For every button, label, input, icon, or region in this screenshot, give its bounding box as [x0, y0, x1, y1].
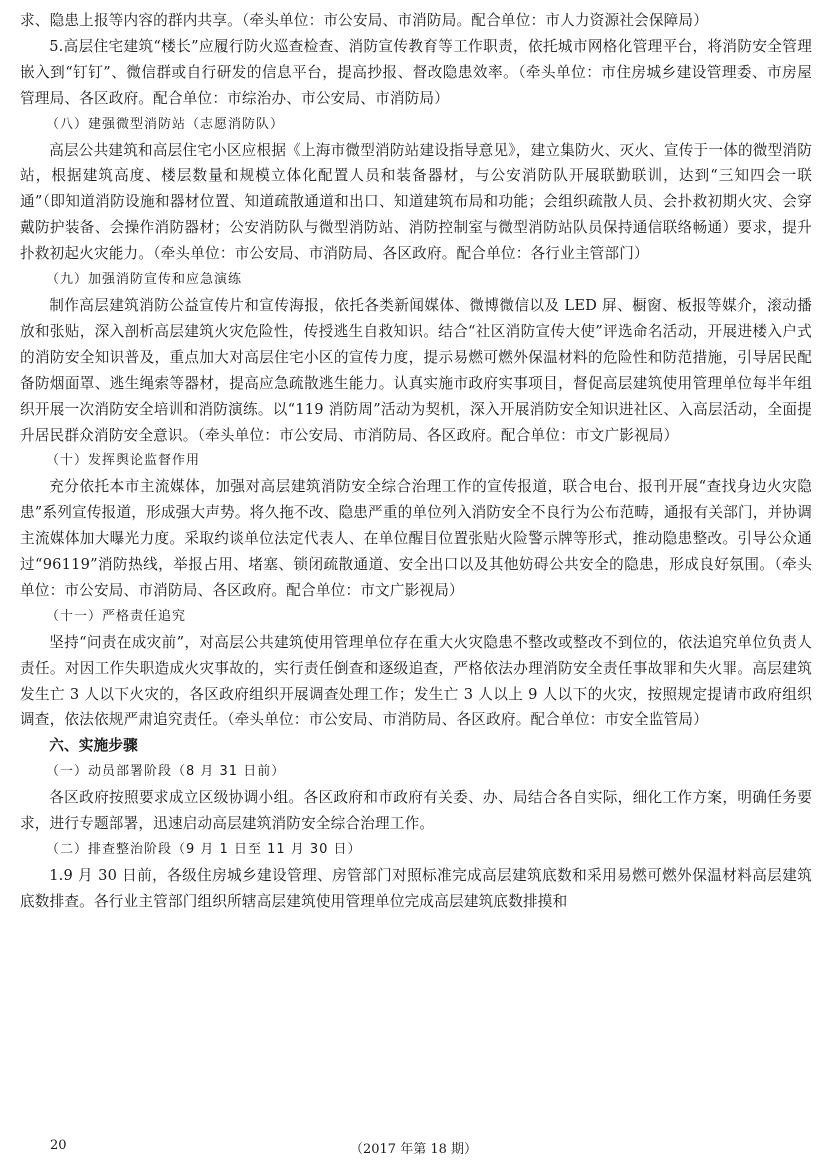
paragraph: 5.高层住宅建筑“楼长”应履行防火巡查检查、消防宣传教育等工作职责，依托城市网格化管理平台，将消防安全管理嵌入到“钉钉”、微信群或自行研发的信息平台，提高抄报、督改隐患效率。（牵头单位：市住房城乡建设管理委、市房屋管理局、各区政府。配合单位：市综治办、市公安局、市消防局） [20, 37, 812, 107]
issue-label: （2017 年第 18 期） [349, 1142, 478, 1157]
paragraph-continued: 求、隐患上报等内容的群内共享。（牵头单位：市公安局、市消防局。配合单位：市人力资源社会保障局） [20, 12, 709, 29]
subsection-heading: （九）加强消防宣传和应急演练 [46, 272, 243, 288]
subsection-heading: （十一）严格责任追究 [46, 608, 187, 624]
paragraph: 各区政府按照要求成立区级协调小组。各区政府和市政府有关委、办、局结合各自实际，细化工作方案，明确任务要求，进行专题部署，迅速启动高层建筑消防安全综合治理工作。 [20, 789, 812, 833]
document-body [20, 8, 812, 915]
subsection-heading: （二）排查整治阶段（9 月 1 日至 11 月 30 日） [46, 842, 362, 857]
paragraph: 制作高层建筑消防公益宣传片和宣传海报，依托各类新闻媒体、微博微信以及 LED 屏、橱窗、板报等媒介，滚动播放和张贴，深入剖析高层建筑火灾危险性，传授逃生自救知识。结合“社区消防宣传大使”评选命名活动，开展进楼入户式的消防安全知识普及，重点加大对高层住宅小区的宣传力度，提示易燃可燃外保温材料的危险性和防范措施，引导居民配备防烟面罩、逃生绳索等器材，提高应急疏散逃生能力。认真实施市政府实事项目，督促高层建筑使用管理单位每半年组织开展一次消防安全培训和消防演练。以“119 消防周”活动为契机，深入开展消防安全知识进社区、入高层活动，全面提升居民群众消防安全意识。（牵头单位：市公安局、市消防局、各区政府。配合单位：市文广影视局） [20, 296, 812, 444]
subsection-heading: （十）发挥舆论监督作用 [46, 453, 201, 469]
page-footer [0, 1138, 827, 1160]
paragraph: 坚持“问责在成灾前”，对高层公共建筑使用管理单位存在重大火灾隐患不整改或整改不到位的，依法追究单位负责人责任。对因工作失职造成火灾事故的，实行责任倒查和逐级追查，严格依法办理消防安全责任事故罪和失火罪。高层建筑发生亡 3 人以下火灾的，各区政府组织开展调查处理工作；发生亡 3 人以上 9 人以下的火灾，按照规定提请市政府组织调查，依法依规严肃追究责任。（牵头单位：市公安局、市消防局、各区政府。配合单位：市安全监管局） [20, 633, 812, 729]
page-number: 20 [50, 1138, 67, 1153]
section-heading: 六、实施步骤 [49, 737, 138, 755]
paragraph: 高层公共建筑和高层住宅小区应根据《上海市微型消防站建设指导意见》，建立集防火、灭火、宣传于一体的微型消防站，根据建筑高度、楼层数量和规模立体化配置人员和装备器材，与公安消防队开展联勤联训，达到“三知四会一联通”（即知道消防设施和器材位置、知道疏散通道和出口、知道建筑布局和功能；会组织疏散人员、会扑救初期火灾、会穿戴防护装备、会操作消防器材；公安消防队与微型消防站、消防控制室与微型消防站队员保持通信联络畅通）要求，提升扑救初起火灾能力。（牵头单位：市公安局、市消防局、各区政府。配合单位：各行业主管部门） [20, 141, 812, 263]
subsection-heading: （一）动员部署阶段（8 月 31 日前） [46, 764, 286, 780]
paragraph: 充分依托本市主流媒体，加强对高层建筑消防安全综合治理工作的宣传报道，联合电台、报刊开展“查找身边火灾隐患”系列宣传报道，形成强大声势。将久拖不改、隐患严重的单位列入消防安全不良行为公布范畴，通报有关部门，并协调主流媒体加大曝光力度。采取约谈单位法定代表人、在单位醒目位置张贴火险警示牌等形式，推动隐患整改。引导公众通过“96119”消防热线，举报占用、堵塞、锁闭疏散通道、安全出口以及其他妨碍公共安全的隐患，形成良好氛围。（牵头单位：市公安局、市消防局、各区政府。配合单位：市文广影视局） [20, 478, 812, 599]
subsection-heading: （八）建强微型消防站（志愿消防队） [46, 116, 285, 132]
paragraph: 1.9 月 30 日前，各级住房城乡建设管理、房管部门对照标准完成高层建筑底数和采用易燃可燃外保温材料高层建筑底数排查。各行业主管部门组织所辖高层建筑使用管理单位完成高层建筑底数排摸和 [20, 866, 812, 910]
